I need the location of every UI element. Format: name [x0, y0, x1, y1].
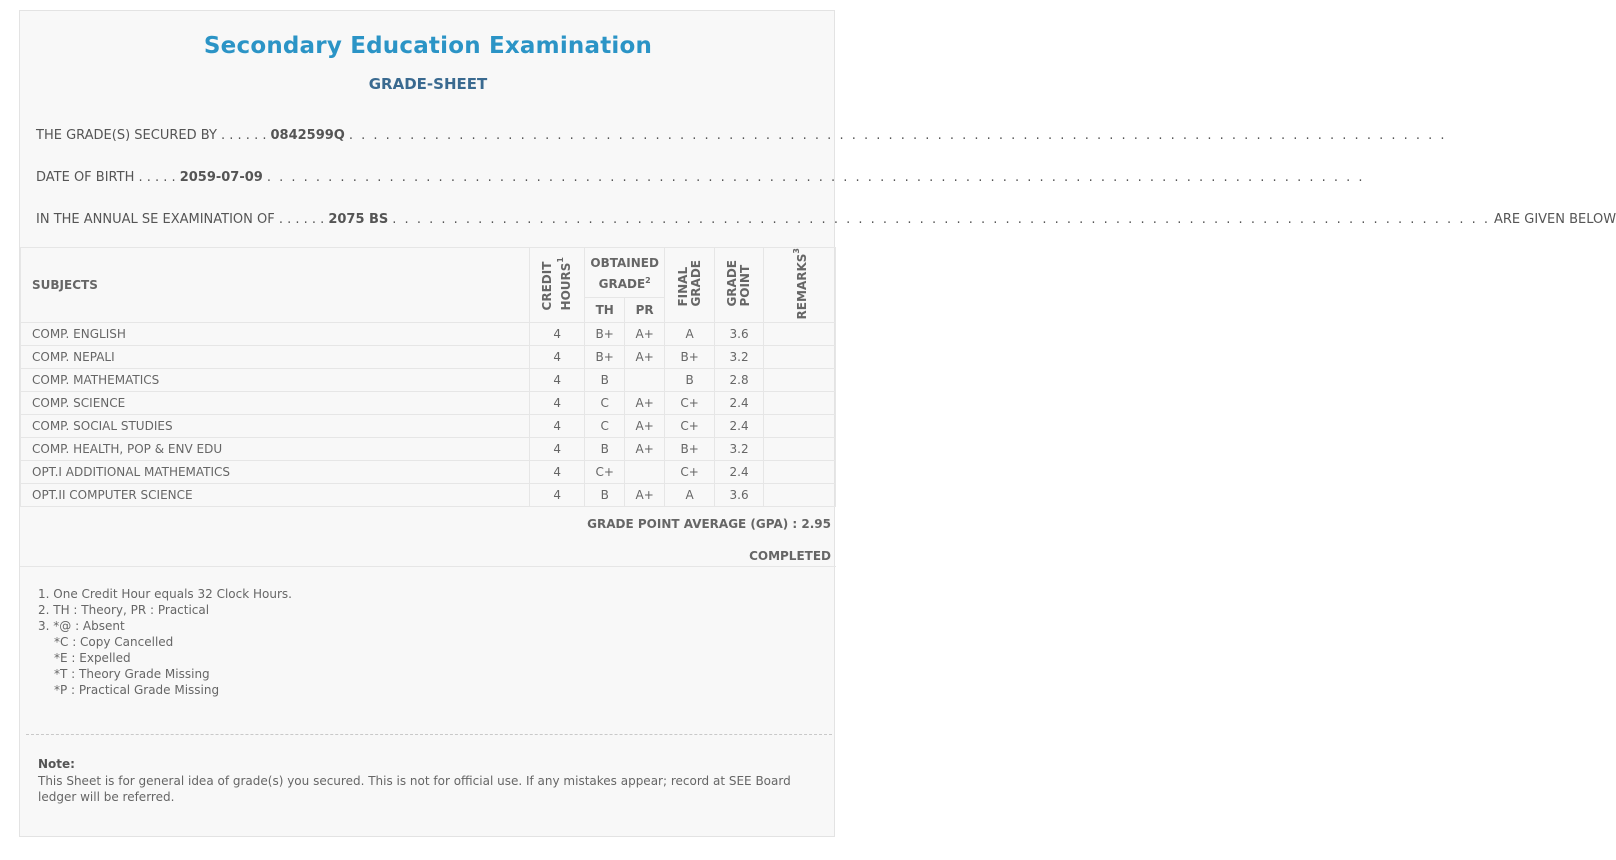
- secured-by-label: THE GRADE(S) SECURED BY . . . . . .: [36, 128, 267, 143]
- final-grade-cell: C+: [665, 415, 715, 438]
- exam-line: [36, 207, 1616, 227]
- remarks-header: REMARKS$^3$: [764, 248, 836, 323]
- dashed-divider: [26, 734, 832, 735]
- remarks-cell: [764, 484, 836, 507]
- footnote-3: 3. *@ : Absent: [38, 619, 125, 633]
- final-grade-cell: C+: [665, 461, 715, 484]
- pr-cell: A+: [625, 415, 665, 438]
- final-grade-cell: A: [665, 484, 715, 507]
- grade-point-cell: 2.4: [715, 461, 764, 484]
- exam-label: IN THE ANNUAL SE EXAMINATION OF . . . . . .: [36, 212, 325, 227]
- th-cell: C: [585, 415, 625, 438]
- grade-point-header: GRADE POINT: [715, 248, 764, 323]
- status-label: COMPLETED: [749, 549, 831, 563]
- obtained-grade-header: OBTAINED GRADE$^2$: [585, 248, 665, 298]
- grade-point-cell: 3.2: [715, 438, 764, 461]
- dob-label: DATE OF BIRTH . . . . .: [36, 170, 176, 185]
- note-text: This Sheet is for general idea of grade(s) you secured. This is not for official use. If any mistakes appear; record at SEE Board ledger will be referred.: [38, 774, 791, 804]
- credit-hours-header: CREDIT HOURS$^1$: [530, 248, 585, 323]
- page-subtitle: GRADE-SHEET: [368, 75, 488, 93]
- credit-cell: 4: [530, 438, 585, 461]
- grade-point-cell: 2.4: [715, 415, 764, 438]
- subject-cell: COMP. HEALTH, POP & ENV EDU: [21, 438, 530, 461]
- subjects-header: SUBJECTS: [21, 248, 530, 323]
- table-row: [21, 461, 836, 484]
- remarks-cell: [764, 392, 836, 415]
- gpa-summary: GRADE POINT AVERAGE (GPA) : 2.95: [587, 517, 831, 531]
- subject-cell: COMP. MATHEMATICS: [21, 369, 530, 392]
- table-row: [21, 323, 836, 346]
- pr-header: PR: [625, 297, 665, 323]
- grade-point-cell: 2.4: [715, 392, 764, 415]
- credit-cell: 4: [530, 346, 585, 369]
- dot-leader: . . . . . . . . . . . . . . . . . . . . . . . . . . . . . . . . . . . . . . . . . . . . . . . . . . . . . . . . . . . . . . . . . . . . . . . . . . . . . . . . . . . . . . . . . .: [266, 170, 1365, 185]
- given-below-label: ARE GIVEN BELOW: [1493, 212, 1616, 227]
- table-row: [21, 484, 836, 507]
- footnotes: [38, 586, 292, 698]
- remarks-cell: [764, 415, 836, 438]
- subject-cell: OPT.II COMPUTER SCIENCE: [21, 484, 530, 507]
- grade-sheet: [19, 10, 1616, 837]
- dot-leader: . . . . . . . . . . . . . . . . . . . . . . . . . . . . . . . . . . . . . . . . . . . . . . . . . . . . . . . . . . . . . . . . . . . . . . . . . . . . . . . . . . . . . . . . . .: [348, 128, 1447, 143]
- note-title: Note:: [38, 757, 75, 771]
- page-title: Secondary Education Examination: [203, 33, 653, 59]
- table-row: [21, 346, 836, 369]
- final-grade-cell: B+: [665, 346, 715, 369]
- credit-cell: 4: [530, 392, 585, 415]
- pr-cell: A+: [625, 346, 665, 369]
- subject-cell: COMP. SCIENCE: [21, 392, 530, 415]
- dob-line: [36, 165, 1365, 185]
- footnote-3-copy-cancelled: *C : Copy Cancelled: [54, 635, 174, 649]
- footnote-3-theory-missing: *T : Theory Grade Missing: [54, 667, 210, 681]
- credit-cell: 4: [530, 484, 585, 507]
- th-cell: B+: [585, 323, 625, 346]
- th-cell: C: [585, 392, 625, 415]
- subject-cell: COMP. ENGLISH: [21, 323, 530, 346]
- footnote-1: 1. One Credit Hour equals 32 Clock Hours.: [38, 587, 292, 601]
- footnote-2: 2. TH : Theory, PR : Practical: [38, 603, 210, 617]
- grade-point-cell: 3.6: [715, 323, 764, 346]
- secured-by-line: [36, 123, 1447, 143]
- final-grade-cell: A: [665, 323, 715, 346]
- final-grade-cell: B: [665, 369, 715, 392]
- remarks-cell: [764, 346, 836, 369]
- pr-cell: [625, 369, 665, 392]
- pr-cell: A+: [625, 484, 665, 507]
- remarks-cell: [764, 438, 836, 461]
- subject-cell: OPT.I ADDITIONAL MATHEMATICS: [21, 461, 530, 484]
- final-grade-header: FINAL GRADE: [665, 248, 715, 323]
- grade-point-cell: 2.8: [715, 369, 764, 392]
- final-grade-cell: B+: [665, 438, 715, 461]
- credit-cell: 4: [530, 369, 585, 392]
- grades-table: [20, 247, 836, 507]
- exam-value: 2075 BS: [328, 212, 389, 227]
- th-header: TH: [585, 297, 625, 323]
- pr-cell: A+: [625, 438, 665, 461]
- grade-point-cell: 3.2: [715, 346, 764, 369]
- th-cell: B: [585, 369, 625, 392]
- remarks-cell: [764, 369, 836, 392]
- footnote-3-practical-missing: *P : Practical Grade Missing: [54, 683, 220, 697]
- table-row: [21, 438, 836, 461]
- remarks-cell: [764, 461, 836, 484]
- th-cell: B: [585, 484, 625, 507]
- credit-cell: 4: [530, 461, 585, 484]
- section-divider: [20, 566, 836, 567]
- pr-cell: [625, 461, 665, 484]
- subject-cell: COMP. SOCIAL STUDIES: [21, 415, 530, 438]
- remarks-cell: [764, 323, 836, 346]
- pr-cell: A+: [625, 323, 665, 346]
- table-row: [21, 369, 836, 392]
- subject-cell: COMP. NEPALI: [21, 346, 530, 369]
- credit-cell: 4: [530, 323, 585, 346]
- pr-cell: A+: [625, 392, 665, 415]
- table-row: [21, 415, 836, 438]
- th-cell: B: [585, 438, 625, 461]
- th-cell: C+: [585, 461, 625, 484]
- grade-point-cell: 3.6: [715, 484, 764, 507]
- final-grade-cell: C+: [665, 392, 715, 415]
- th-cell: B+: [585, 346, 625, 369]
- footnote-3-expelled: *E : Expelled: [54, 651, 131, 665]
- dot-leader: . . . . . . . . . . . . . . . . . . . . . . . . . . . . . . . . . . . . . . . . . . . . . . . . . . . . . . . . . . . . . . . . . . . . . . . . . . . . . . . . . . . . . . . . . .: [392, 212, 1490, 227]
- credit-cell: 4: [530, 415, 585, 438]
- dob-value: 2059-07-09: [179, 170, 263, 185]
- symbol-number: 0842599Q: [270, 128, 345, 143]
- table-row: [21, 392, 836, 415]
